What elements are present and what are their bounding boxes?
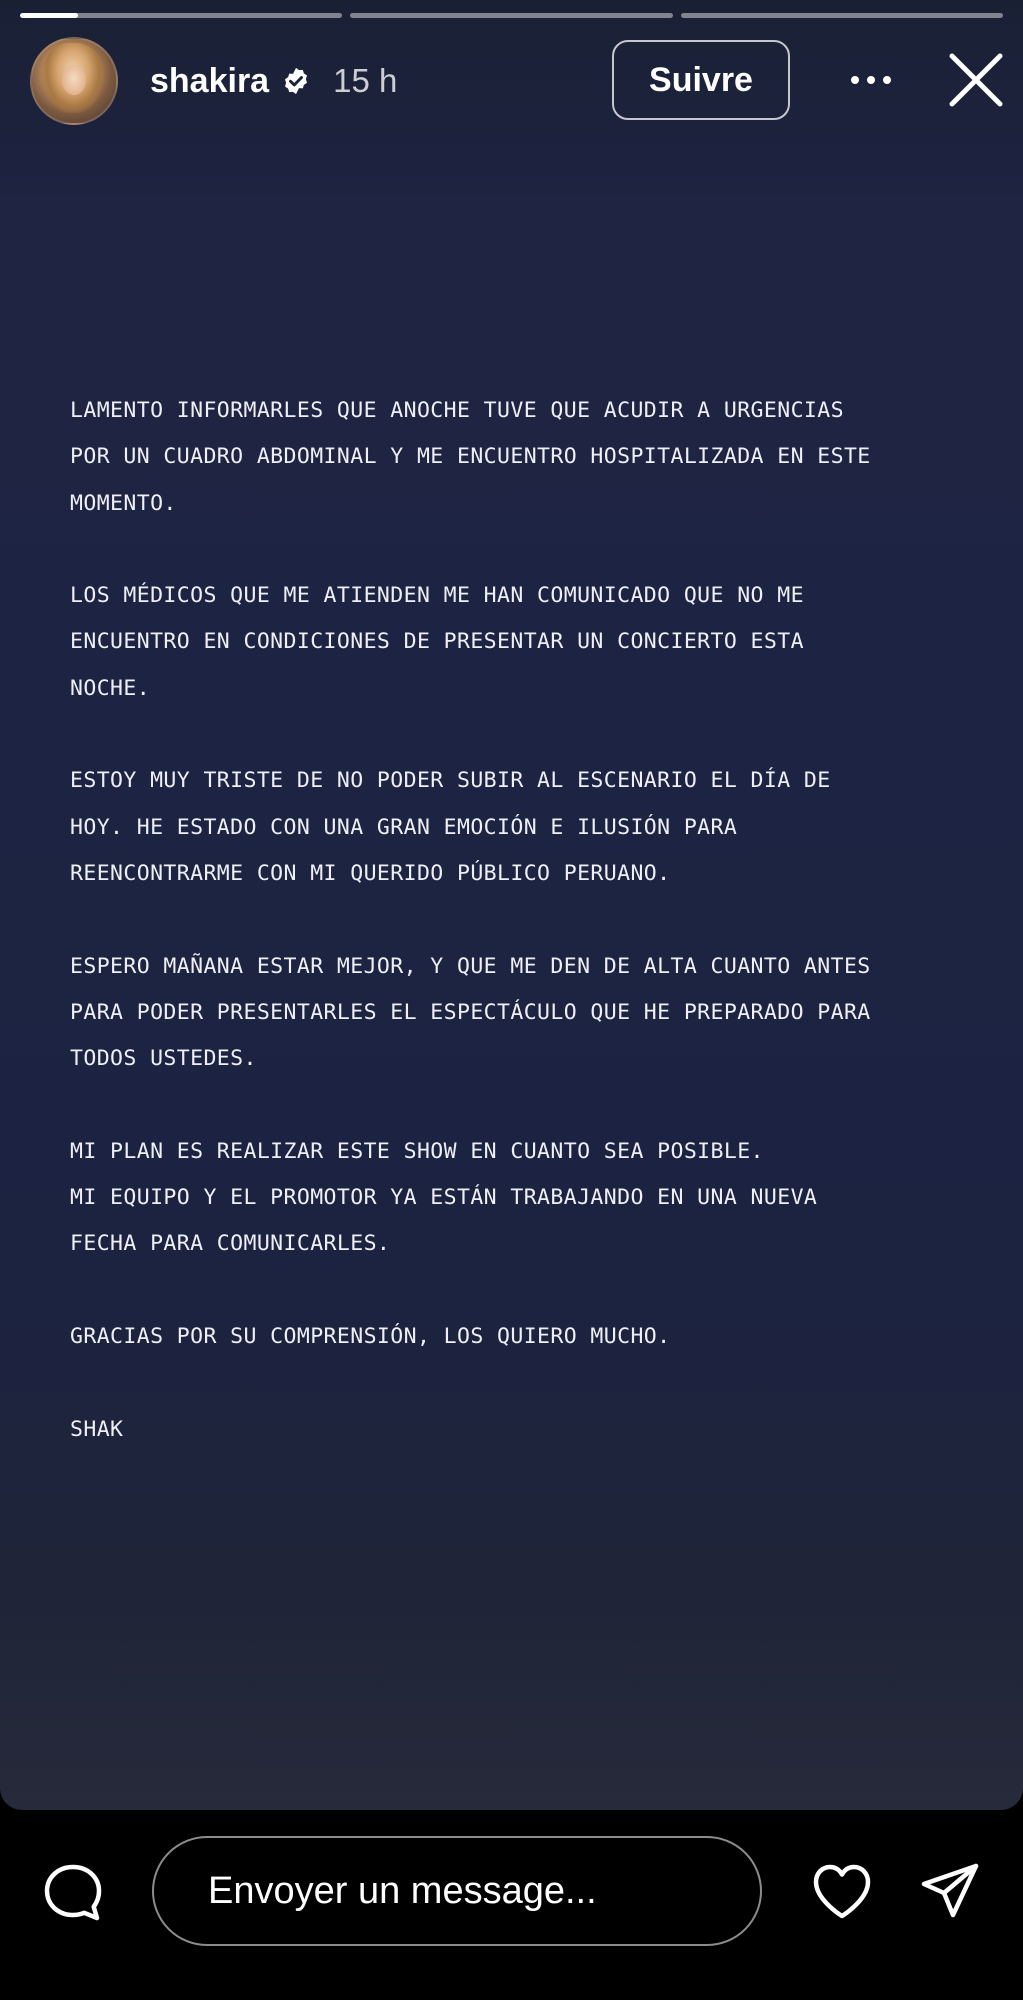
heart-icon[interactable] xyxy=(810,1862,874,1922)
message-signature: SHAK xyxy=(70,1416,124,1442)
username[interactable]: shakira xyxy=(150,61,270,100)
message-input-placeholder: Envoyer un message... xyxy=(208,1869,597,1912)
story-header xyxy=(30,38,1003,124)
progress-segment xyxy=(350,13,672,18)
progress-segment xyxy=(20,13,342,18)
story-progress-bar xyxy=(20,13,1003,18)
message-paragraph: LOS MÉDICOS QUE ME ATIENDEN ME HAN COMUNICADO QUE NO ME ENCUENTRO EN CONDICIONES DE PRESENTAR UN CONCIERTO ESTA NOCHE. xyxy=(70,583,804,701)
message-paragraph: LAMENTO INFORMARLES QUE ANOCHE TUVE QUE ACUDIR A URGENCIAS POR UN CUADRO ABDOMINAL Y ME ENCUENTRO HOSPITALIZADA EN ESTE MOMENTO. xyxy=(70,398,871,516)
follow-button[interactable]: Suivre xyxy=(612,40,790,120)
post-time: 15 h xyxy=(333,62,398,99)
more-options-icon[interactable] xyxy=(843,62,899,98)
close-icon[interactable] xyxy=(948,52,1004,108)
progress-segment xyxy=(681,13,1003,18)
avatar[interactable] xyxy=(30,37,118,125)
send-paper-plane-icon[interactable] xyxy=(920,1862,980,1922)
message-paragraph: GRACIAS POR SU COMPRENSIÓN, LOS QUIERO MUCHO. xyxy=(70,1323,671,1349)
message-paragraph: MI PLAN ES REALIZAR ESTE SHOW EN CUANTO SEA POSIBLE. MI EQUIPO Y EL PROMOTOR YA ESTÁN TRABAJANDO EN UNA NUEVA FECHA PARA COMUNICARLES. xyxy=(70,1138,818,1257)
message-input[interactable] xyxy=(152,1836,762,1946)
story-message xyxy=(70,388,1010,1499)
comment-bubble-icon[interactable] xyxy=(42,1862,104,1924)
message-paragraph: ESTOY MUY TRISTE DE NO PODER SUBIR AL ESCENARIO EL DÍA DE HOY. HE ESTADO CON UNA GRAN EMOCIÓN E ILUSIÓN PARA REENCONTRARME CON MI QUERIDO PÚBLICO PERUANO. xyxy=(70,768,831,886)
verified-badge-icon xyxy=(281,66,311,96)
message-paragraph: ESPERO MAÑANA ESTAR MEJOR, Y QUE ME DEN DE ALTA CUANTO ANTES PARA PODER PRESENTARLES EL ESPECTÁCULO QUE HE PREPARADO PARA TODOS USTEDES. xyxy=(70,953,871,1072)
